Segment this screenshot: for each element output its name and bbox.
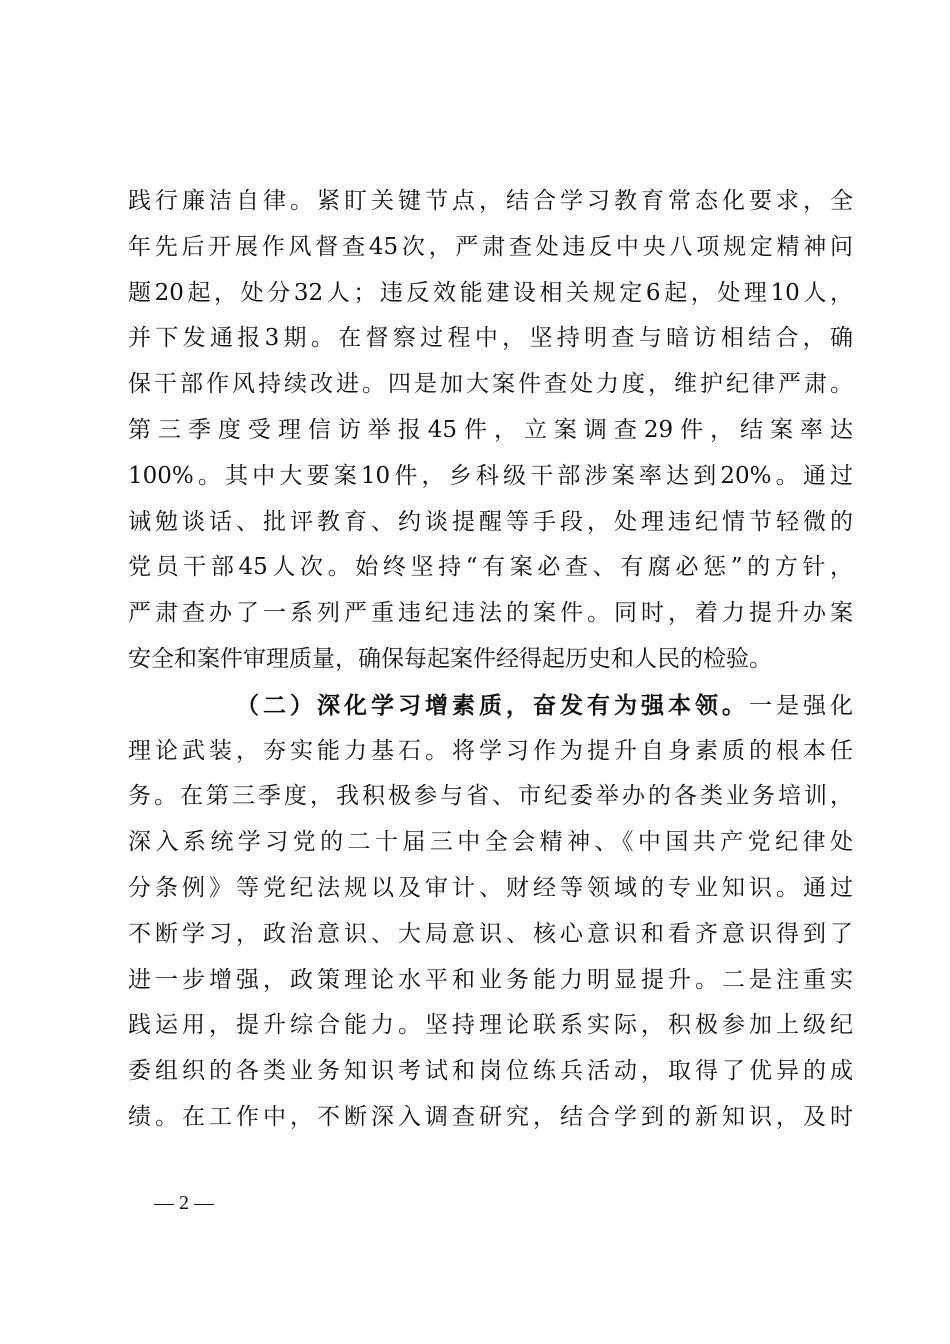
paragraph-line: 100%。其中大要案10件，乡科级干部涉案率达到20%。通过	[128, 462, 853, 489]
paragraph-line: 第三季度受理信访举报45件，立案调查29件，结案率达	[128, 416, 853, 443]
paragraph-line: 安全和案件审理质量，确保每起案件经得起历史和人民的检验。	[128, 645, 772, 672]
paragraph-line: 践运用，提升综合能力。坚持理论联系实际，积极参加上级纪	[128, 1012, 853, 1039]
paragraph-line: 并下发通报3期。在督察过程中，坚持明查与暗访相结合，确	[128, 325, 853, 352]
paragraph-line: 践行廉洁自律。紧盯关键节点，结合学习教育常态化要求，全	[128, 188, 853, 214]
paragraph-line: 务。在第三季度，我积极参与省、市纪委举办的各类业务培训，	[128, 783, 853, 810]
paragraph-line: 分条例》等党纪法规以及审计、财经等领域的专业知识。通过	[128, 874, 853, 901]
section-heading: （二）深化学习增素质，奋发有为强本领。	[236, 691, 749, 719]
paragraph-line: 年先后开展作风督查45次，严肃查处违反中央八项规定精神问	[128, 233, 853, 260]
paragraph-line: 理论武装，夯实能力基石。将学习作为提升自身素质的根本任	[128, 737, 853, 764]
paragraph-line: 不断学习，政治意识、大局意识、核心意识和看齐意识得到了	[128, 920, 853, 947]
paragraph-line: 党员干部45人次。始终坚持“有案必查、有腐必惩”的方针，	[128, 554, 853, 581]
paragraph-line: 保干部作风持续改进。四是加大案件查处力度，维护纪律严肃。	[128, 371, 853, 398]
paragraph-line: 绩。在工作中，不断深入调查研究，结合学到的新知识，及时	[128, 1103, 853, 1130]
paragraph-line: 诫勉谈话、批评教育、约谈提醒等手段，处理违纪情节轻微的	[128, 508, 853, 535]
paragraph-line: 进一步增强，政策理论水平和业务能力明显提升。二是注重实	[128, 966, 853, 993]
section-heading-line	[128, 683, 853, 729]
section-first-line-text: 一是强化	[749, 692, 853, 719]
paragraph-line: 题20起，处分32人；违反效能建设相关规定6起，处理10人，	[128, 279, 853, 306]
paragraph-line: 委组织的各类业务知识考试和岗位练兵活动，取得了优异的成	[128, 1058, 853, 1085]
paragraph-line: 深入系统学习党的二十届三中全会精神、《中国共产党纪律处	[128, 829, 853, 856]
body-text	[128, 179, 853, 1141]
paragraph-line: 严肃查办了一系列严重违纪违法的案件。同时，着力提升办案	[128, 600, 853, 627]
page-number: — 2 —	[154, 1192, 214, 1214]
